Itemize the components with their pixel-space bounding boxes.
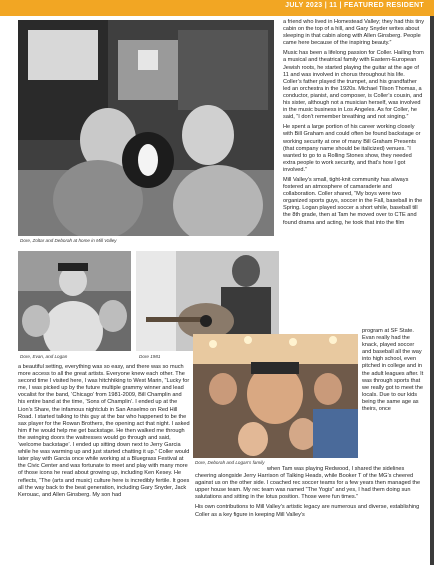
article-narrow-column: [362, 328, 424, 416]
family-photo-image: [18, 251, 131, 351]
paragraph: a beautiful setting, everything was so easy, and there was so much more access to all the great artists. Everyone knew each other. The second time I visited here, I was hitchhiking to West Marin, “Lucky for me, I was picked up by the future multiple grammy winner and lead vocalist for the band, ‘Chicago’ from 1981-2009, Bill Champlin and his entire band at the time, ‘Sons of Champlin’. I ended up at the Lion’s Share, the infamous nightclub in San Anselmo on Red Hill Road. I started talking to this guy at the bar who happened to be the sax player for the Rowan Brothers, the opening act that night. I asked him if he would help me get backstage. He then walked me through the swinging doors the waitresses would go through and said, ‘welcome backstage’. I ended up sitting down next to Jerry Garcia while he was warming up and just started chatting it up.” Coller would later play with Garcia once while working at a Bluegrass Festival at the Civic Center and was fortunate to meet and play with many more of those icons he read about growing up, including Ken Kesey. He reflects, “The (arts and music) culture here is incredibly fertile. It goes all the way back to the beat generation, including Gary Snyder, Jack Kerouac, and Allen Ginsberg. My son had: [18, 364, 190, 498]
page-edge: [430, 16, 434, 565]
group-photo-image: [193, 334, 358, 458]
family-photo: [18, 251, 131, 351]
guitar-photo-caption: Dore 1981: [139, 354, 161, 359]
family-photo-caption: Dore, Evan, and Logan: [20, 354, 68, 359]
main-photo-image: [18, 20, 274, 236]
group-photo: [193, 334, 358, 458]
paragraph: He spent a large portion of his career working closely with Bill Graham and could often be found backstage or working security at one of many Bill Graham Presents (that company name should be italicized) venues. “I wanted to go to a Rolling Stones show, they needed extra people to work security, and that’s how I got involved.”: [283, 124, 421, 173]
article-bottom-right: [195, 466, 425, 522]
header-title: JULY 2023 | 11 | FEATURED RESIDENT: [285, 2, 424, 9]
paragraph: His own contributions to Mill Valley’s artistic legacy are numerous and diverse, establishing Coller as a key figure in keeping Mill Valley’s: [195, 504, 420, 518]
paragraph: program at SF State. Evan really had the knack, played soccer and baseball all the way into high school, even pitched in college and in the adult leagues after. It was through sports that we really got to meet the locals. Due to our kids being the same age as theirs, once: [362, 328, 424, 413]
paragraph: a friend who lived in Homestead Valley; they had this tiny cabin on the top of a hill, and Gary Snyder writes about sleeping in that cabin along with Allen Ginsberg. People came here because of the inspiring beauty.”: [283, 19, 425, 47]
paragraph: Music has been a lifelong passion for Coller. Hailing from a musical and theatrical family with Eastern-European Jewish roots, he started playing the guitar at the age of 11 and was involved in chorus throughout his life. Coller’s father played the trumpet, and his grandfather led an orchestra in the 1920s. Michael Tilson Thomas, a conductor, pianist, and composer, is Coller’s cousin, and his sister, although not a musician herself, was involved in the music business in Los Angeles. As for Coller, he said, “I don’t remember breathing and not singing.”: [283, 50, 424, 121]
main-photo-caption: Dore, Zoltar and Deborah at home in Mill Valley: [20, 238, 117, 243]
article-left-column: [18, 364, 190, 502]
main-photo: [18, 20, 274, 236]
article-right-column: [283, 19, 425, 230]
paragraph: Mill Valley’s small, tight-knit community has always fostered an atmosphere of camaraderie and collaboration. Coller shared, “My boys were two organized sports guys, soccer in the Fall, baseball in the Spring. Logan played soccer a short while, baseball till the 8th grade, then at Tam he moved over to CTE and found drama and acting, he took that into the film: [283, 176, 423, 226]
group-photo-caption: Dore, Deborah and Logan's family: [195, 460, 265, 465]
paragraph: when Tam was playing Redwood, I shared the sidelines cheering alongside Jerry Harrison of Talking Heads, while Booker T of the MG’s cheered against us on the other side. I coached rec soccer teams for a few years then managed the upper house team. My rec team was named “The Yogis” and yes, I had them doing sun salutations and sitting in the lotus position. Those were fun times.”: [195, 466, 421, 501]
